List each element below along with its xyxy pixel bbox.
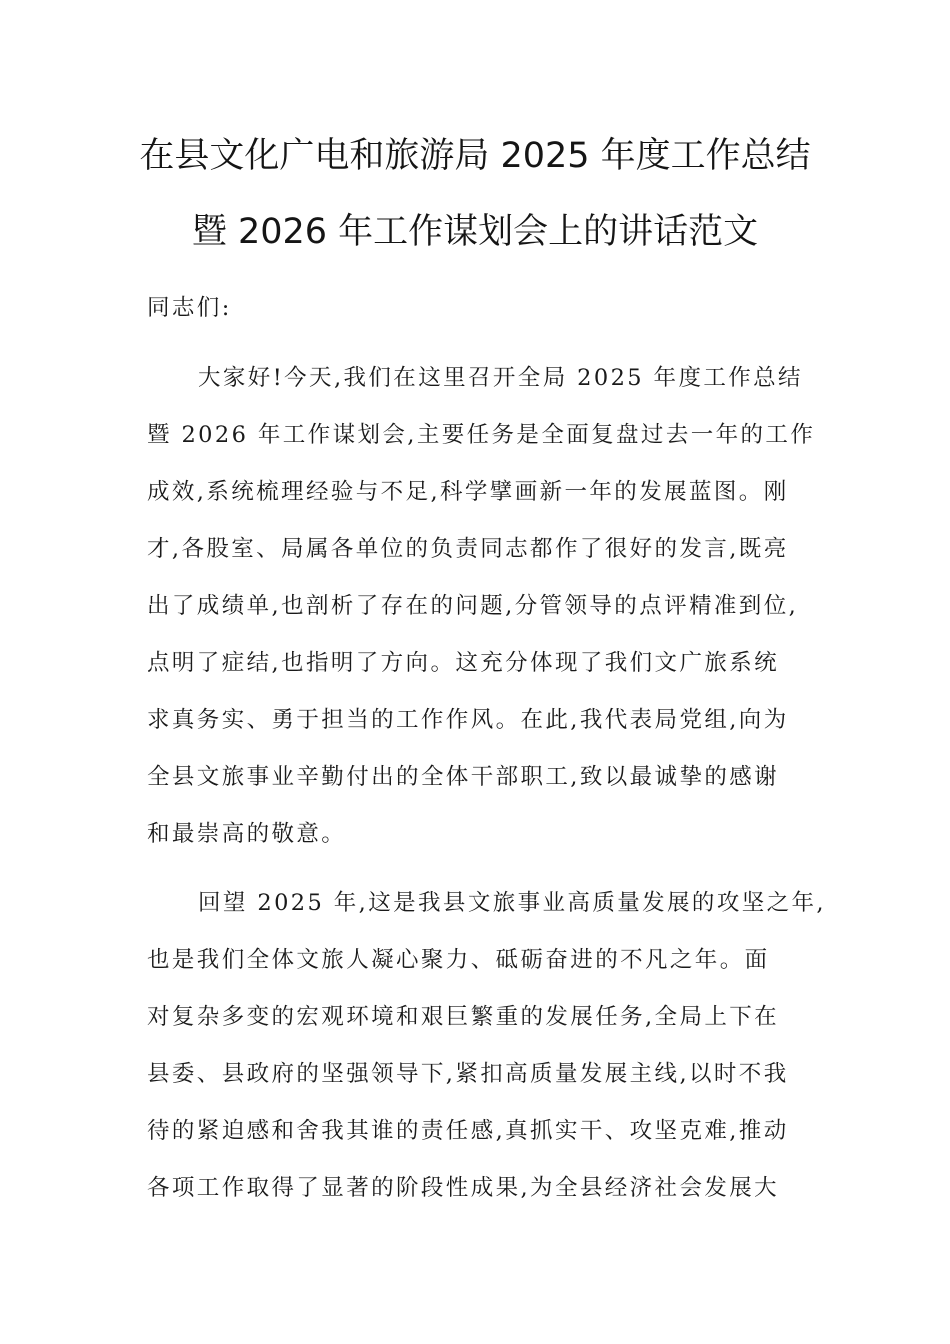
document-title-line-2: 暨 2026 年工作谋划会上的讲话范文 [191,212,759,252]
paragraph-2-line-4: 县委、县政府的坚强领导下,紧扣高质量发展主线,以时不我 [147,1061,789,1087]
paragraph-1-line-1: 大家好!今天,我们在这里召开全局 2025 年度工作总结 [198,365,803,391]
paragraph-2-line-3: 对复杂多变的宏观环境和艰巨繁重的发展任务,全局上下在 [147,1004,780,1030]
paragraph-2-line-5: 待的紧迫感和舍我其谁的责任感,真抓实干、攻坚克难,推动 [147,1118,789,1144]
salutation: 同志们: [147,295,232,321]
document-title-line-1: 在县文化广电和旅游局 2025 年度工作总结 [139,136,811,176]
paragraph-1-line-2: 暨 2026 年工作谋划会,主要任务是全面复盘过去一年的工作 [147,422,816,448]
paragraph-1-line-3: 成效,系统梳理经验与不足,科学擘画新一年的发展蓝图。刚 [147,479,789,505]
paragraph-1-line-7: 求真务实、勇于担当的工作作风。在此,我代表局党组,向为 [147,707,789,733]
paragraph-1-line-6: 点明了症结,也指明了方向。这充分体现了我们文广旅系统 [147,650,780,676]
paragraph-1-line-9: 和最崇高的敬意。 [147,821,347,847]
paragraph-1-line-5: 出了成绩单,也剖析了存在的问题,分管领导的点评精准到位, [147,593,799,619]
paragraph-2-line-2: 也是我们全体文旅人凝心聚力、砥砺奋进的不凡之年。面 [147,947,770,973]
paragraph-2-line-6: 各项工作取得了显著的阶段性成果,为全县经济社会发展大 [147,1175,780,1201]
paragraph-2-line-1: 回望 2025 年,这是我县文旅事业高质量发展的攻坚之年, [198,890,826,916]
paragraph-1-line-8: 全县文旅事业辛勤付出的全体干部职工,致以最诚挚的感谢 [147,764,780,790]
paragraph-1-line-4: 才,各股室、局属各单位的负责同志都作了很好的发言,既亮 [147,536,789,562]
